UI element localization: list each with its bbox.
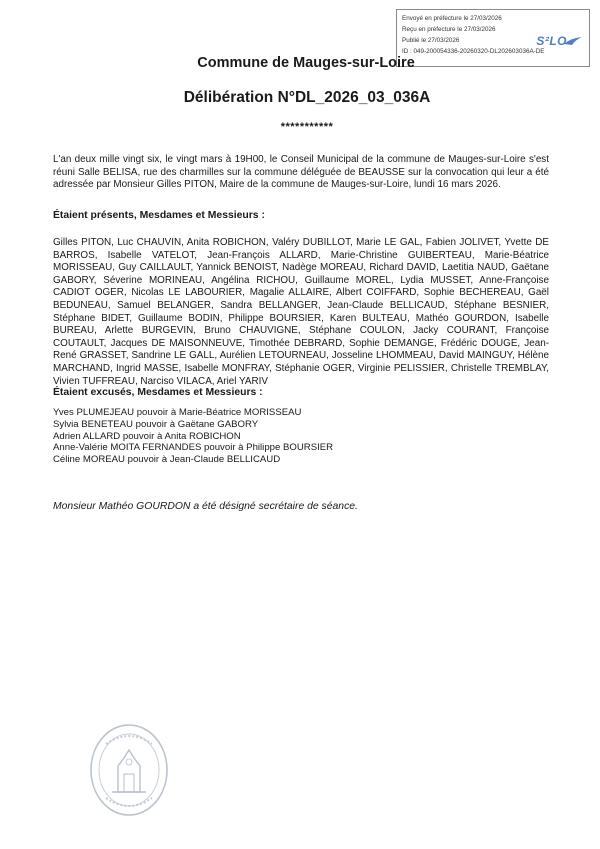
list-item: Anne-Valérie MOITA FERNANDES pouvoir à Philippe BOURSIER <box>53 442 334 454</box>
commune-name: Commune de Mauges-sur-Loire <box>197 55 415 71</box>
present-list: Gilles PITON, Luc CHAUVIN, Anita ROBICHON, Valéry DUBILLOT, Marie LE GAL, Fabien JOLIVET, Yvette DE BARROS, Isabelle VATELOT, Jean-François ALLARD, Marie-Christine GUIBERTEAU, Marie-Béatrice MORISSEAU, Guy CAILLAULT, Yannick BENOIST, Nadège MOREAU, Richard DAVID, Laetitia NAUD, Gaëtane GABORY, Séverine MORINEAU, Angélina RICHOU, Guillaume MOREL, Lydia MUSSET, Anne-Françoise CADIOT OGER, Nicolas LE LABOURIER, Magalie ALLAIRE, Albert COIFFARD, Sophie BECHEREAU, Gaël BEDUNEAU, Samuel BELANGER, Sandra BELLANGER, Jean-Claude BELLICAUD, Stéphane BESNIER, Stéphane BIDET, Guillaume BODIN, Philippe BOURSIER, Karen BULTEAU, Mathéo GOURDON, Isabelle BUREAU, Arlette BURGEVIN, Bruno CHAUVIGNE, Stéphane COULON, Jacky COURANT, Françoise COUTAULT, Jacques DE MAISONNEUVE, Timothée DEBRARD, Sophie DEMANGE, Frédéric DOUGE, Jean-René GRASSET, Sandrine LE GALL, Aurélien LETOURNEAU, Josseline LHOMMEAU, David MAINGUY, Hélène MARCHAND, Ingrid MASSE, Isabelle MONFRAY, Stéphanie OGER, Virginie PELISSIER, Christelle TREMBLAY, Vivien TUFFREAU, Narciso VILACA, Ariel YARIV <box>53 237 549 387</box>
stamp-received-date: Reçu en préfecture le 27/03/2026 <box>402 26 496 33</box>
excused-list <box>53 407 549 466</box>
stamp-sent-date: Envoyé en préfecture le 27/03/2026 <box>402 15 502 22</box>
municipal-seal-icon <box>88 722 170 818</box>
list-item: Adrien ALLARD pouvoir à Anita ROBICHON <box>53 430 241 442</box>
stamp-published-date: Publié le 27/03/2026 <box>402 37 460 44</box>
deliberation-title: Délibération N°DL_2026_03_036A <box>183 89 431 106</box>
swoosh-icon <box>563 36 583 46</box>
intro-paragraph: L'an deux mille vingt six, le vingt mars à 19H00, le Conseil Municipal de la commune de Mauges-sur-Loire s'est réuni Salle BELISA, rue des charmilles sur la commune déléguée de BEAUSSE sur la convocation qui leur a été adressée par Monsieur Gilles PITON, Maire de la commune de Mauges-sur-Loire, lundi 16 mars 2026. <box>53 154 549 191</box>
list-item: Yves PLUMEJEAU pouvoir à Marie-Béatrice MORISSEAU <box>53 407 302 418</box>
list-item: Céline MOREAU pouvoir à Jean-Claude BELLICAUD <box>53 454 281 466</box>
stamp-id: ID : 049-200054336-20260320-DL202603036A-DE <box>402 48 545 55</box>
s2lo-logo: S²LO <box>536 34 567 48</box>
secretary-statement: Monsieur Mathéo GOURDON a été désigné secrétaire de séance. <box>53 501 358 512</box>
separator: *********** <box>280 121 334 133</box>
present-heading: Étaient présents, Mesdames et Messieurs : <box>53 210 265 221</box>
list-item: Sylvia BENETEAU pouvoir à Gaëtane GABORY <box>53 418 259 430</box>
excused-heading: Étaient excusés, Mesdames et Messieurs : <box>53 387 263 398</box>
